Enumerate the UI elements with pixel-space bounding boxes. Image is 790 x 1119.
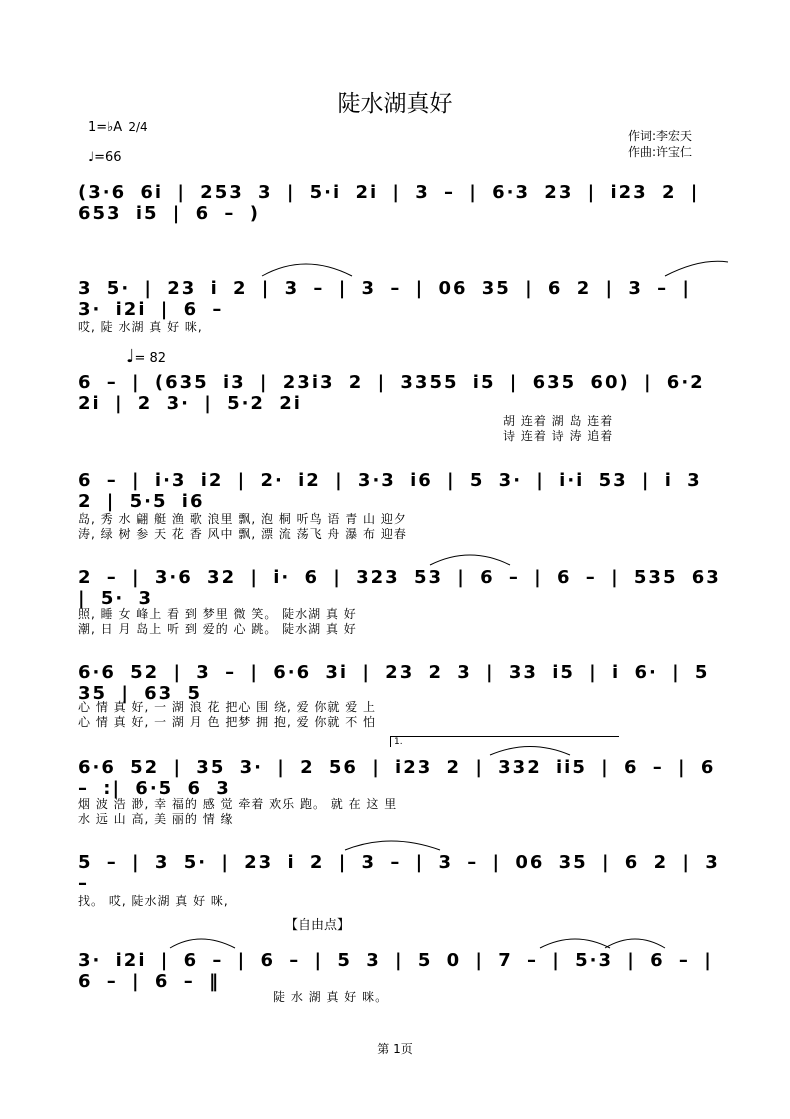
slur-5: [345, 841, 440, 850]
volta-label: 1.: [394, 737, 403, 747]
quarter-note-icon: ♩: [126, 346, 135, 367]
tempo-value-1: =66: [94, 150, 122, 165]
tempo-value-2: = 82: [134, 351, 167, 366]
notes-row-9: 3· i2i | 6 – | 6 – | 5 3 | 5 0 | 7 – | 5·3 | 6 – | 6 – | 6 – ‖: [78, 950, 713, 992]
notes-row-1: (3·6 6i | 253 3 | 5·i 2i | 3 – | 6·3 23 | i23 2 | 653 i5 | 6 – ): [78, 182, 700, 224]
key-label: 1=♭A: [88, 120, 123, 135]
notes-row-5: 2 – | 3·6 32 | i· 6 | 323 53 | 6 – | 6 – | 535 63 | 5· 3: [78, 567, 721, 609]
lyric-row-5a: 照, 睡 女 峰上 看 到 梦里 微 笑。 陡水湖 真 好: [78, 607, 357, 621]
notes-row-6: 6·6 52 | 3 – | 6·6 3i | 23 2 3 | 33 i5 | i 6· | 5 35 | 63 5: [78, 662, 710, 704]
slur-7: [540, 939, 610, 948]
lyricist: 作词:李宏天: [628, 129, 693, 143]
lyric-row-2: 哎, 陡 水湖 真 好 咪,: [78, 320, 203, 334]
lyric-row-9: 陡 水 湖 真 好 咪。: [273, 990, 389, 1004]
notes-row-3: 6 – | (635 i3 | 23i3 2 | 3355 i5 | 635 60) | 6·2 2i | 2 3· | 5·2 2i: [78, 372, 705, 414]
composer: 作曲:许宝仁: [628, 145, 693, 159]
lyric-row-6b: 心 情 真 好, 一 湖 月 色 把梦 拥 抱, 爱 你就 不 怕: [78, 715, 377, 729]
lyric-row-7b: 水 远 山 高, 美 丽的 情 缘: [78, 812, 234, 826]
notes-row-2: 3 5· | 23 i 2 | 3 – | 3 – | 06 35 | 6 2 | 3 – | 3· i2i | 6 –: [78, 278, 691, 320]
slur-6: [170, 939, 235, 948]
lyric-row-3a: 胡 连着 湖 岛 连着: [503, 414, 614, 428]
notes-row-4: 6 – | i·3 i2 | 2· i2 | 3·3 i6 | 5 3· | i·i 53 | i 3 2 | 5·5 i6: [78, 470, 702, 512]
notes-row-7: 6·6 52 | 35 3· | 2 56 | i23 2 | 332 ii5 | 6 – | 6 – :| 6·5 6 3: [78, 757, 716, 799]
slur-8: [605, 939, 665, 948]
lyric-row-4b: 涛, 绿 树 参 天 花 香 风中 飘, 漂 流 荡飞 舟 瀑 布 迎春: [78, 527, 407, 541]
slur-2: [665, 261, 728, 276]
slur-1: [262, 264, 352, 276]
free-point-label: 【自由点】: [285, 918, 351, 933]
slur-3: [430, 555, 510, 565]
lyric-row-4a: 岛, 秀 水 翩 艇 渔 歌 浪里 飘, 泡 桐 听鸟 语 青 山 迎夕: [78, 512, 407, 526]
page-number: 第 1页: [377, 1042, 413, 1056]
lyric-row-6a: 心 情 真 好, 一 湖 浪 花 把心 围 绕, 爱 你就 爱 上: [78, 700, 377, 714]
lyric-row-5b: 潮, 日 月 岛上 听 到 爱的 心 跳。 陡水湖 真 好: [78, 622, 357, 636]
lyric-row-8: 找。 哎, 陡水湖 真 好 咪,: [78, 894, 229, 908]
page-title: 陡水湖真好: [337, 91, 453, 117]
slur-4: [490, 747, 570, 756]
lyric-row-7a: 烟 波 浩 渺, 幸 福的 感 觉 牵着 欢乐 跑。 就 在 这 里: [78, 797, 398, 811]
time-signature: 2/4: [128, 120, 148, 134]
lyric-row-3b: 诗 连着 诗 涛 追着: [503, 429, 614, 443]
quarter-note-icon: ♩: [88, 150, 95, 165]
notes-row-8: 5 – | 3 5· | 23 i 2 | 3 – | 3 – | 06 35 | 6 2 | 3 –: [78, 852, 720, 894]
